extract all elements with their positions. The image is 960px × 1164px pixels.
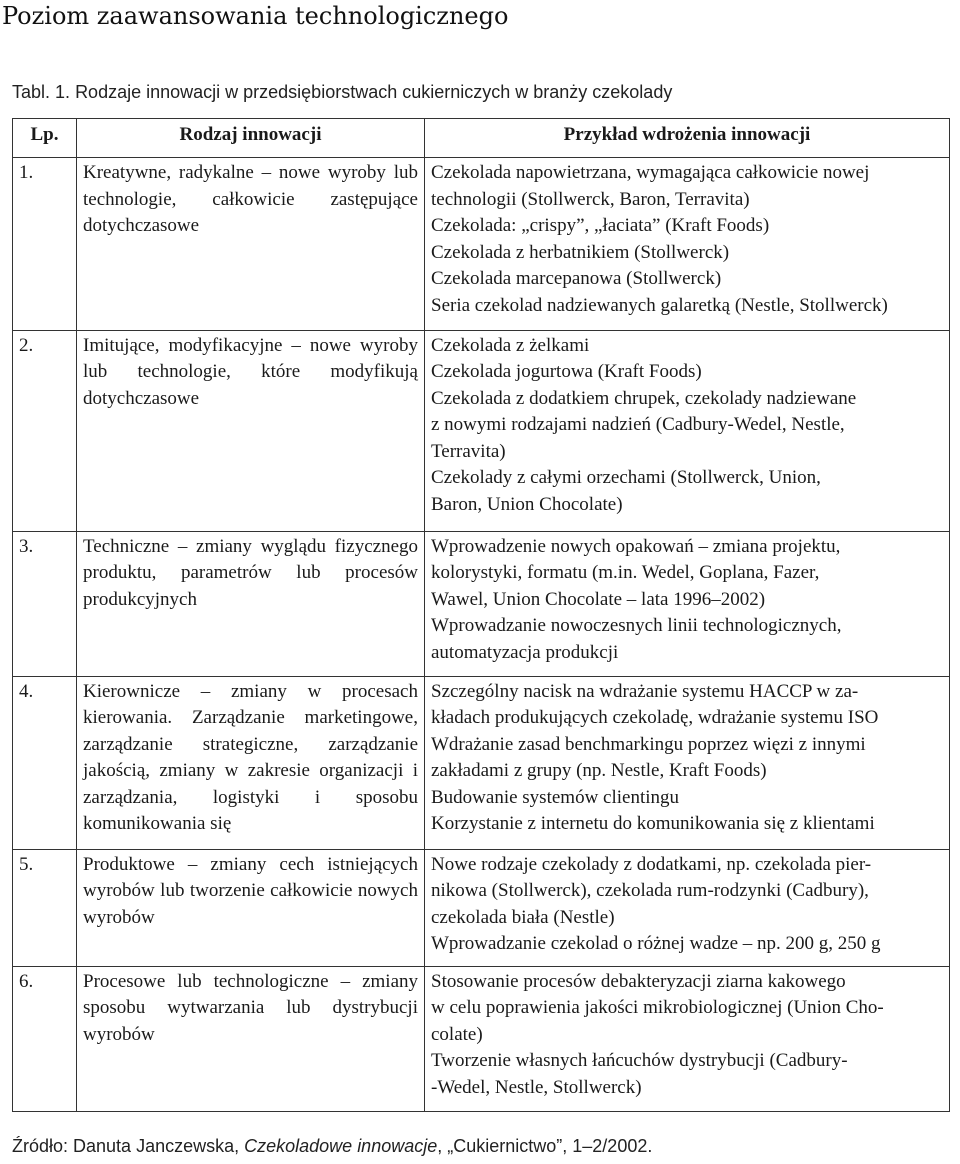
example-line: Nowe rodzaje czekolady z dodatkami, np. czekolada pier- [431, 853, 872, 875]
innovation-type: Techniczne – zmiany wyglądu fizycznego produktu, parametrów lub procesów produkcyjnych [77, 531, 425, 676]
example-line: kolorystyki, formatu (m.in. Wedel, Goplana, Fazer, [431, 562, 820, 584]
innovation-type: Produktowe – zmiany cech istniejących wyrobów lub tworzenie całkowicie nowych wyrobów [77, 849, 425, 966]
example-line: w celu poprawienia jakości mikrobiologicznej (Union Cho- [431, 997, 884, 1019]
example-line: Czekolada marcepanowa (Stollwerck) [431, 268, 722, 289]
example-line: z nowymi rodzajami nadzień (Cadbury-Wedel, Nestle, [431, 414, 845, 436]
example-line: kładach produkujących czekoladę, wdrażanie systemu ISO [431, 707, 879, 729]
example-line: Czekolada napowietrzana, wymagająca całkowicie nowej [431, 162, 870, 183]
innovation-type: Imitujące, modyfikacyjne – nowe wyroby lub technologie, które modyfikują dotychczasowe [77, 330, 425, 531]
example-line: Baron, Union Chocolate) [431, 493, 623, 515]
innovation-examples [425, 849, 950, 966]
example-line: Wdrażanie zasad benchmarkingu poprzez więzi z innymi [431, 733, 866, 755]
column-header-number: Lp. [13, 119, 77, 158]
table-row [13, 158, 950, 331]
example-line: Czekolady z całymi orzechami (Stollwerck, Union, [431, 467, 821, 489]
innovation-type: Procesowe lub technologiczne – zmiany sposobu wytwarzania lub dystrybucji wyrobów [77, 966, 425, 1111]
row-number: 6. [13, 966, 77, 1111]
example-line: Tworzenie własnych łańcuchów dystrybucji (Cadbury- [431, 1050, 848, 1072]
example-line: zakładami z grupy (np. Nestle, Kraft Foods) [431, 760, 767, 782]
row-number: 1. [13, 158, 77, 331]
table-row [13, 966, 950, 1111]
example-line: automatyzacja produkcji [431, 641, 619, 663]
table-row [13, 531, 950, 676]
source-suffix: , „Cukiernictwo”, 1–2/2002. [437, 1136, 653, 1156]
table-row [13, 849, 950, 966]
example-line: Wprowadzenie nowych opakowań – zmiana projektu, [431, 535, 841, 557]
source-title: Czekoladowe innowacje [244, 1136, 438, 1156]
example-line: nikowa (Stollwerck), czekolada rum-rodzynki (Cadbury), [431, 880, 869, 902]
table-header-row [13, 119, 950, 158]
innovation-examples [425, 966, 950, 1111]
example-line: Czekolada z dodatkiem chrupek, czekolady nadziewane [431, 387, 857, 409]
innovation-type: Kierownicze – zmiany w procesach kierowania. Zarządzanie marketingowe, zarządzanie strategiczne, zarządzanie jakością, zmiany w zakresie organizacji i zarządzania, logistyki i sposobu komunikowania się [77, 676, 425, 849]
table-caption-label: Tabl. 1. [12, 82, 71, 102]
innovation-table [12, 118, 950, 1112]
example-line: -Wedel, Nestle, Stollwerck) [431, 1076, 642, 1098]
table-caption-title: Rodzaje innowacji w przedsiębiorstwach cukierniczych w branży czekolady [75, 82, 673, 102]
table-row [13, 676, 950, 849]
example-line: czekolada biała (Nestle) [431, 906, 615, 928]
example-line: Szczególny nacisk na wdrażanie systemu HACCP w za- [431, 680, 859, 702]
innovation-examples [425, 676, 950, 849]
innovation-examples [425, 330, 950, 531]
example-line: Terravita) [431, 440, 506, 462]
row-number: 2. [13, 330, 77, 531]
example-line: Seria czekolad nadziewanych galaretką (Nestle, Stollwerck) [431, 294, 888, 316]
example-line: Czekolada z herbatnikiem (Stollwerck) [431, 241, 730, 263]
example-line: Wawel, Union Chocolate – lata 1996–2002) [431, 588, 766, 610]
column-header-type: Rodzaj innowacji [77, 119, 425, 158]
column-header-examples: Przykład wdrożenia innowacji [425, 119, 950, 158]
example-line: Czekolada: „crispy”, „łaciata” (Kraft Foods) [431, 215, 770, 236]
innovation-examples [425, 531, 950, 676]
row-number: 4. [13, 676, 77, 849]
example-line: Wprowadzanie nowoczesnych linii technologicznych, [431, 615, 842, 637]
innovation-type: Kreatywne, radykalne – nowe wyroby lub technologie, całkowicie zastępujące dotychczasowe [77, 158, 425, 331]
innovation-examples [425, 158, 950, 331]
example-line: Wprowadzanie czekolad o różnej wadze – np. 200 g, 250 g [431, 933, 881, 955]
example-line: Czekolada z żelkami [431, 334, 590, 356]
row-number: 3. [13, 531, 77, 676]
source-prefix: Źródło: Danuta Janczewska, [12, 1136, 245, 1156]
example-line: Czekolada jogurtowa (Kraft Foods) [431, 361, 702, 383]
source-note [12, 1134, 652, 1158]
table-caption [12, 80, 672, 104]
example-line: Stosowanie procesów debakteryzacji ziarna kakowego [431, 970, 846, 992]
example-line: technologii (Stollwerck, Baron, Terravita) [431, 188, 750, 210]
page-title: Poziom zaawansowania technologicznego [2, 2, 509, 30]
example-line: Budowanie systemów clientingu [431, 786, 680, 808]
table-row [13, 330, 950, 531]
example-line: colate) [431, 1023, 483, 1045]
row-number: 5. [13, 849, 77, 966]
example-line: Korzystanie z internetu do komunikowania się z klientami [431, 813, 875, 835]
